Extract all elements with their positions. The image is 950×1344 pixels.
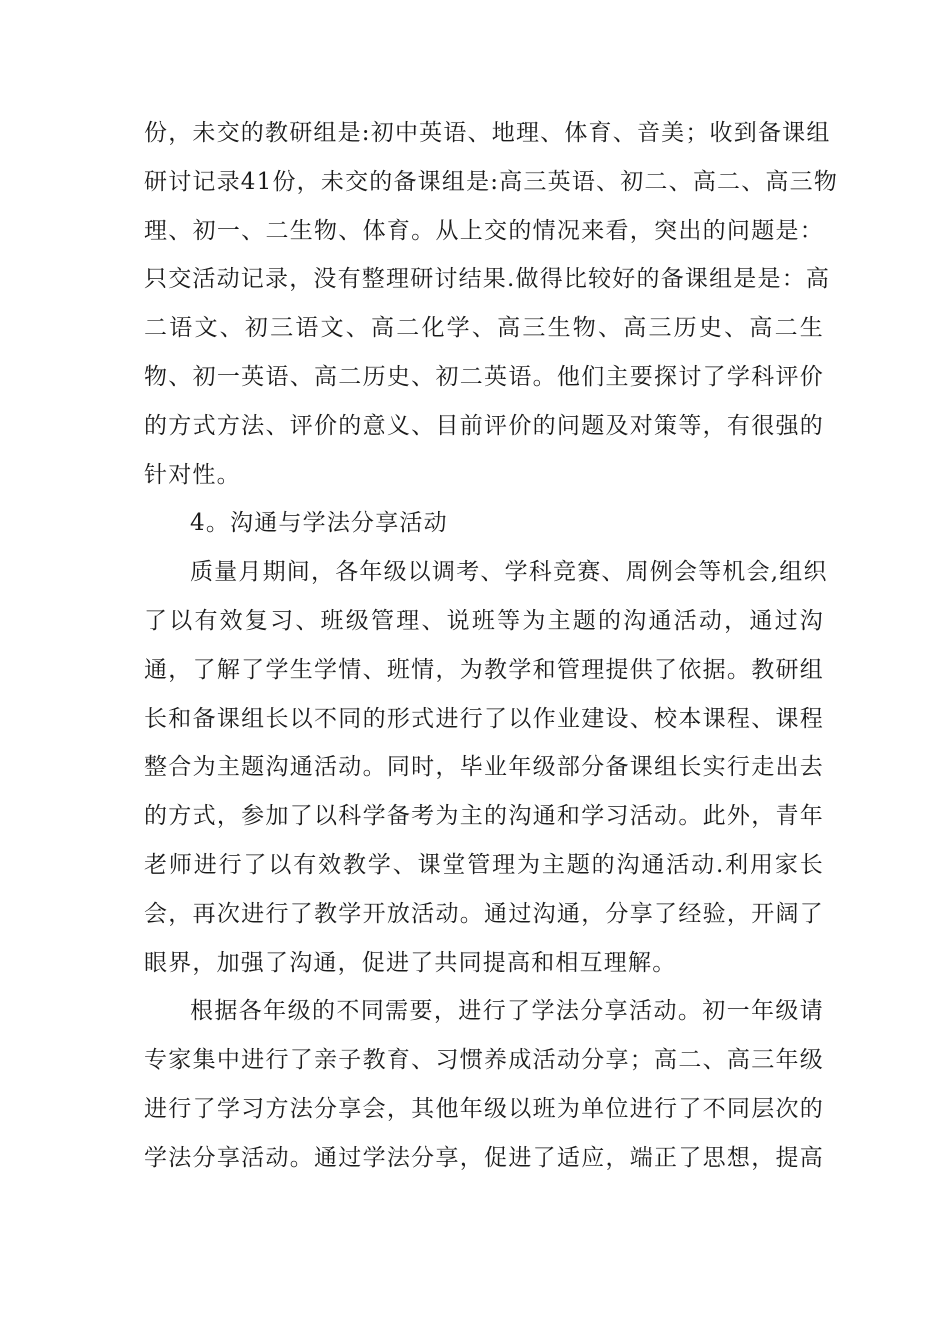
text-line: 根据各年级的不同需要，进行了学法分享活动。初一年级请 — [190, 998, 824, 1025]
text-line: 进行了学习方法分享会，其他年级以班为单位进行了不同层次的 — [144, 1095, 824, 1122]
text-line: 通，了解了学生学情、班情，为教学和管理提供了依据。教研组 — [144, 656, 824, 683]
section-heading: 4。沟通与学法分享活动 — [190, 510, 448, 537]
text-line: 会，再次进行了教学开放活动。通过沟通，分享了经验，开阔了 — [144, 900, 824, 927]
text-line: 二语文、初三语文、高二化学、高三生物、高三历史、高二生 — [144, 315, 824, 342]
text-line: 了以有效复习、班级管理、说班等为主题的沟通活动，通过沟 — [144, 607, 824, 634]
text-line: 质量月期间，各年级以调考、学科竞赛、周例会等机会,组织 — [190, 559, 828, 586]
text-line: 物、初一英语、高二历史、初二英语。他们主要探讨了学科评价 — [144, 363, 824, 390]
text-line: 长和备课组长以不同的形式进行了以作业建设、校本课程、课程 — [144, 705, 824, 732]
text-line: 针对性。 — [144, 461, 241, 488]
text-line: 研讨记录41份，未交的备课组是:高三英语、初二、高二、高三物 — [144, 168, 839, 195]
document-body — [144, 109, 839, 1183]
text-line: 专家集中进行了亲子教育、习惯养成活动分享；高二、高三年级 — [144, 1047, 824, 1074]
text-line: 的方式，参加了以科学备考为主的沟通和学习活动。此外，青年 — [144, 803, 824, 830]
text-line: 份，未交的教研组是:初中英语、地理、体育、音美；收到备课组 — [144, 120, 831, 146]
text-line: 老师进行了以有效教学、课堂管理为主题的沟通活动.利用家长 — [144, 851, 824, 878]
text-line: 理、初一、二生物、体育。从上交的情况来看，突出的问题是： — [144, 217, 824, 244]
text-line: 学法分享活动。通过学法分享，促进了适应，端正了思想，提高 — [144, 1144, 824, 1171]
text-line: 的方式方法、评价的意义、目前评价的问题及对策等，有很强的 — [144, 412, 824, 439]
text-line: 整合为主题沟通活动。同时，毕业年级部分备课组长实行走出去 — [144, 754, 824, 781]
text-line: 只交活动记录，没有整理研讨结果.做得比较好的备课组是是：高 — [144, 266, 831, 293]
text-line: 眼界，加强了沟通，促进了共同提高和相互理解。 — [144, 949, 677, 976]
